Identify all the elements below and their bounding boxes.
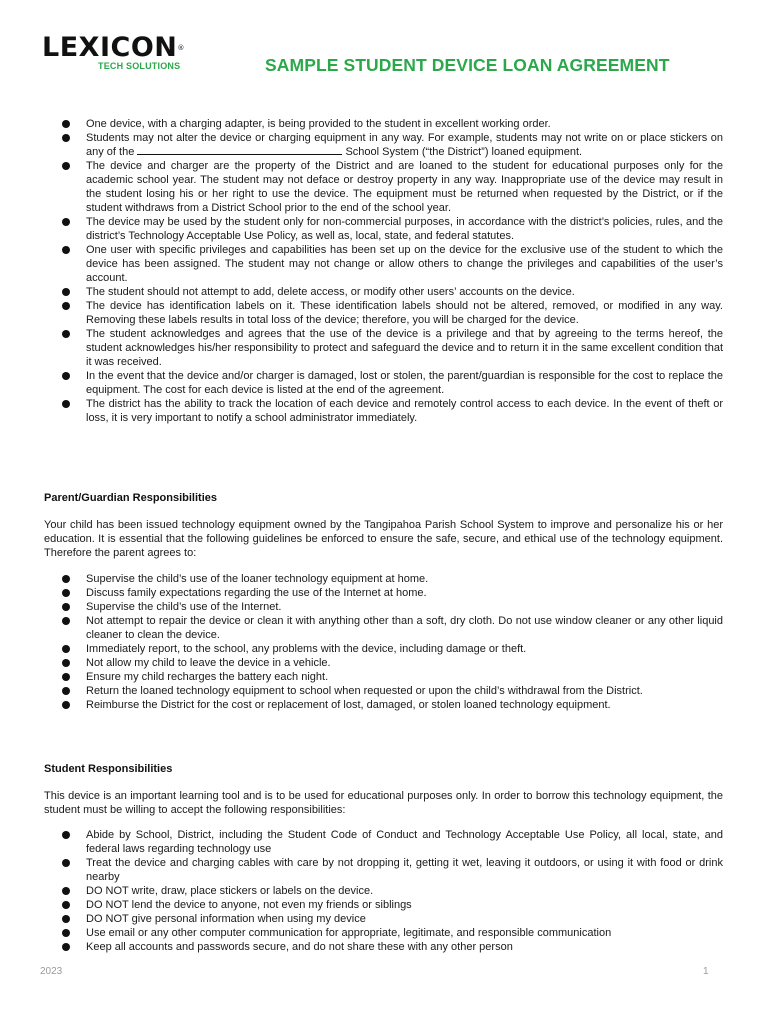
list-item: The device has identification labels on it. These identification labels should not be altered, removed, or modified in any way. Removing these labels results in total loss of the device; therefore, you will be charged for the device. <box>62 299 723 327</box>
list-item: Ensure my child recharges the battery each night. <box>62 670 723 684</box>
list-item: Keep all accounts and passwords secure, and do not share these with any other person <box>62 940 723 954</box>
bullet-icon <box>62 162 70 170</box>
bullet-icon <box>62 915 70 923</box>
list-item: DO NOT lend the device to anyone, not even my friends or siblings <box>62 898 723 912</box>
bullet-icon <box>62 575 70 583</box>
bullet-icon <box>62 120 70 128</box>
bullet-icon <box>62 218 70 226</box>
student-intro: This device is an important learning tool and is to be used for educational purposes only. In order to borrow this technology equipment, the student must be willing to accept the following responsibilities: <box>44 790 723 816</box>
bullet-icon <box>62 372 70 380</box>
list-item: The district has the ability to track the location of each device and remotely control access to each device. In the event of theft or loss, it is very important to notify a school administrator immediately. <box>62 397 723 425</box>
list-item: DO NOT give personal information when using my device <box>62 912 723 926</box>
logo-name: LEXICON <box>42 32 178 63</box>
student-responsibilities-list <box>62 828 723 954</box>
page-number: 1 <box>703 966 709 977</box>
list-item: Supervise the child’s use of the loaner technology equipment at home. <box>62 572 723 586</box>
bullet-icon <box>62 859 70 867</box>
list-item: Not allow my child to leave the device in a vehicle. <box>62 656 723 670</box>
list-item: In the event that the device and/or charger is damaged, lost or stolen, the parent/guardian is responsible for the cost to replace the equipment. The cost for each device is listed at the end of the agreement. <box>62 369 723 397</box>
bullet-icon <box>62 659 70 667</box>
list-item: One user with specific privileges and capabilities has been set up on the device for the exclusive use of the student to which the device has been assigned. The student may not change or allow others to change the privileges and capabilities of the user’s account. <box>62 243 723 285</box>
bullet-icon <box>62 589 70 597</box>
list-item: DO NOT write, draw, place stickers or labels on the device. <box>62 884 723 898</box>
bullet-icon <box>62 134 70 142</box>
bullet-icon <box>62 288 70 296</box>
bullet-icon <box>62 330 70 338</box>
list-item: The student acknowledges and agrees that the use of the device is a privilege and that by agreeing to the terms hereof, the student acknowledges his/her responsibility to protect and safeguard the device and to return it in the same excellent condition that it was received. <box>62 327 723 369</box>
list-item: Reimburse the District for the cost or replacement of lost, damaged, or stolen loaned technology equipment. <box>62 698 723 712</box>
bullet-icon <box>62 400 70 408</box>
district-name-blank <box>137 145 342 155</box>
student-section-heading: Student Responsibilities <box>44 763 173 775</box>
bullet-icon <box>62 901 70 909</box>
document-title: SAMPLE STUDENT DEVICE LOAN AGREEMENT <box>265 55 670 75</box>
bullet-icon <box>62 929 70 937</box>
parent-responsibilities-list <box>62 572 723 712</box>
parent-section-heading: Parent/Guardian Responsibilities <box>44 492 217 504</box>
parent-intro: Your child has been issued technology equipment owned by the Tangipahoa Parish School System to improve and personalize his or her education. It is essential that the following guidelines be enforced to ensure the safe, secure, and ethical use of the technology equipment. Therefore the parent agrees to: <box>44 519 723 559</box>
list-item: Discuss family expectations regarding the use of the Internet at home. <box>62 586 723 600</box>
bullet-icon <box>62 687 70 695</box>
list-item: Use email or any other computer communication for appropriate, legitimate, and responsible communication <box>62 926 723 940</box>
bullet-icon <box>62 831 70 839</box>
bullet-icon <box>62 701 70 709</box>
company-logo <box>42 34 202 74</box>
logo-registered-mark: ® <box>177 44 185 52</box>
list-item: Treat the device and charging cables with care by not dropping it, getting it wet, leaving it outdoors, or using it with food or drink nearby <box>62 856 723 884</box>
list-item: Not attempt to repair the device or clean it with anything other than a soft, dry cloth. Do not use window cleaner or any other liquid cleaner to clean the device. <box>62 614 723 642</box>
bullet-icon <box>62 645 70 653</box>
logo-tagline: TECH SOLUTIONS <box>98 61 181 71</box>
list-item: The device may be used by the student only for non-commercial purposes, in accordance with the district’s policies, rules, and the district’s Technology Acceptable Use Policy, as well as, local, state, and federal statutes. <box>62 215 723 243</box>
list-item: The student should not attempt to add, delete access, or modify other users’ accounts on the device. <box>62 285 723 299</box>
list-item: Abide by School, District, including the Student Code of Conduct and Technology Acceptable Use Policy, all local, state, and federal laws regarding technology use <box>62 828 723 856</box>
list-item: Return the loaned technology equipment to school when requested or upon the child’s withdrawal from the District. <box>62 684 723 698</box>
bullet-icon <box>62 603 70 611</box>
list-item: Students may not alter the device or charging equipment in any way. For example, students may not write on or place stickers on any of the School System (“the District”) loaned equipment. <box>62 131 723 159</box>
terms-list <box>62 117 723 425</box>
bullet-icon <box>62 246 70 254</box>
list-item: Immediately report, to the school, any problems with the device, including damage or theft. <box>62 642 723 656</box>
bullet-icon <box>62 302 70 310</box>
list-item: Supervise the child’s use of the Internet. <box>62 600 723 614</box>
list-item: One device, with a charging adapter, is being provided to the student in excellent working order. <box>62 117 723 131</box>
bullet-icon <box>62 943 70 951</box>
bullet-icon <box>62 673 70 681</box>
bullet-icon <box>62 617 70 625</box>
list-item: The device and charger are the property of the District and are loaned to the student for educational purposes only for the academic school year. The student may not deface or destroy property in any way. Inappropriate use of the device may result in the student losing his or her right to use the device. The equipment must be returned when requested by the District, or if the student withdraws from a District School prior to the end of the school year. <box>62 159 723 215</box>
bullet-icon <box>62 887 70 895</box>
footer-year: 2023 <box>40 966 63 977</box>
